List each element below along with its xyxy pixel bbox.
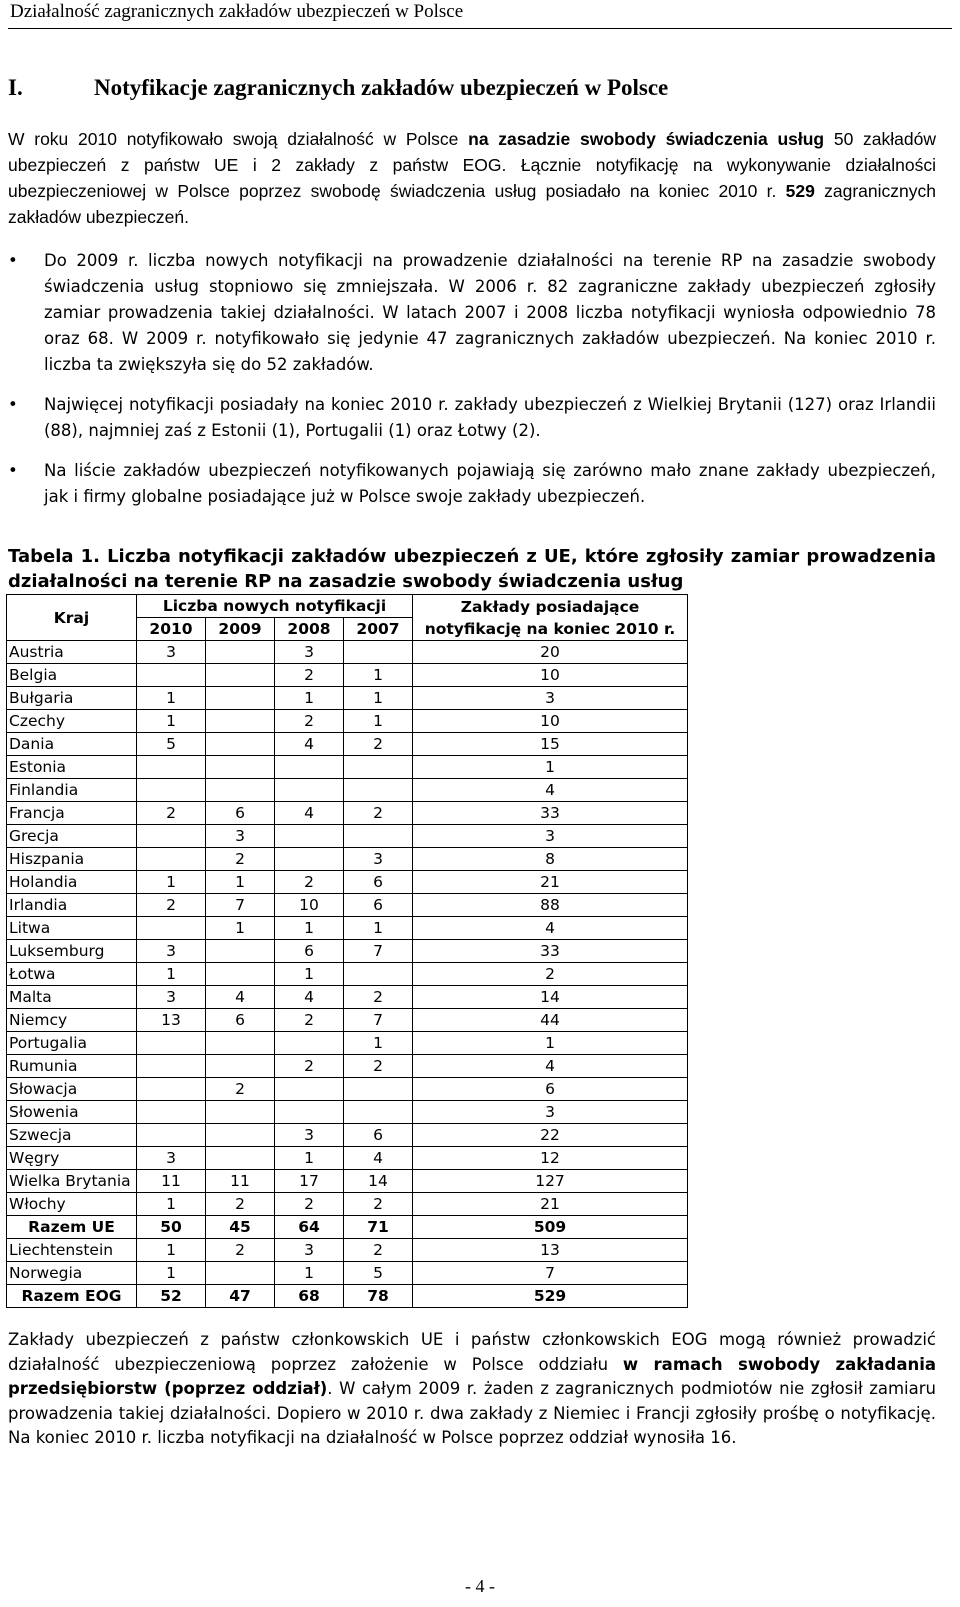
cell-value: 1 (275, 1147, 344, 1170)
cell-country: Łotwa (7, 963, 137, 986)
cell-total: 4 (413, 917, 688, 940)
cell-value (137, 1101, 206, 1124)
table-row (7, 871, 688, 894)
cell-value: 1 (344, 917, 413, 940)
cell-total: 22 (413, 1124, 688, 1147)
table-row (7, 963, 688, 986)
cell-value: 5 (137, 733, 206, 756)
table-row (7, 1078, 688, 1101)
cell-value: 11 (206, 1170, 275, 1193)
section-number: I. (8, 75, 23, 100)
cell-total: 15 (413, 733, 688, 756)
cell-value: 6 (275, 940, 344, 963)
table-row (7, 1193, 688, 1216)
table-row (7, 756, 688, 779)
cell-value (275, 1032, 344, 1055)
cell-value (137, 1124, 206, 1147)
cell-value: 50 (137, 1216, 206, 1239)
bullet-item (8, 458, 936, 510)
cell-value: 1 (137, 1239, 206, 1262)
cell-value: 6 (344, 871, 413, 894)
cell-value: 11 (137, 1170, 206, 1193)
cell-value: 64 (275, 1216, 344, 1239)
table-row (7, 825, 688, 848)
cell-value (137, 1078, 206, 1101)
cell-value (206, 687, 275, 710)
cell-country: Finlandia (7, 779, 137, 802)
cell-value (275, 779, 344, 802)
notifications-table (6, 594, 688, 1308)
running-header-title: Działalność zagranicznych zakładów ubezpieczeń w Polsce (10, 1, 464, 22)
cell-value (275, 848, 344, 871)
cell-value (206, 1032, 275, 1055)
cell-value: 2 (275, 1009, 344, 1032)
cell-value: 6 (344, 894, 413, 917)
table-row (7, 1124, 688, 1147)
intro-paragraph (8, 126, 936, 230)
table-row (7, 986, 688, 1009)
intro-text-bold-2: 529 (785, 181, 815, 201)
cell-value (344, 756, 413, 779)
cell-value: 78 (344, 1285, 413, 1308)
cell-country: Razem EOG (7, 1285, 137, 1308)
cell-value: 3 (137, 940, 206, 963)
cell-country: Hiszpania (7, 848, 137, 871)
cell-value: 1 (206, 917, 275, 940)
cell-value: 6 (206, 1009, 275, 1032)
cell-country: Słowacja (7, 1078, 137, 1101)
cell-value: 2 (206, 1239, 275, 1262)
closing-text-bold: w ramach swobody zakładania przedsiębiorstw (poprzez oddział) (8, 1354, 936, 1398)
bullet-icon: • (8, 395, 18, 414)
cell-value (275, 756, 344, 779)
cell-value: 2 (344, 1055, 413, 1078)
cell-country: Litwa (7, 917, 137, 940)
cell-value (206, 710, 275, 733)
cell-total: 529 (413, 1285, 688, 1308)
cell-value: 3 (137, 986, 206, 1009)
intro-text-2: 50 zakładów ubezpieczeń z państw UE i 2 zakłady z państw EOG. Łącznie notyfikację na wykonywanie działalności ubezpieczeniowej w Polsce poprzez swobodę świadczenia usług posiadało na koniec 2010 r. (8, 129, 936, 201)
cell-value (275, 1078, 344, 1101)
table-header-row (7, 595, 688, 618)
table-row (7, 1032, 688, 1055)
table-row (7, 1009, 688, 1032)
cell-value: 2 (275, 664, 344, 687)
cell-country: Czechy (7, 710, 137, 733)
cell-country: Słowenia (7, 1101, 137, 1124)
cell-value: 2 (344, 1193, 413, 1216)
cell-value: 47 (206, 1285, 275, 1308)
cell-value: 2 (275, 871, 344, 894)
cell-value: 10 (275, 894, 344, 917)
cell-total: 3 (413, 687, 688, 710)
cell-value: 3 (275, 641, 344, 664)
cell-value: 2 (137, 802, 206, 825)
cell-country: Bułgaria (7, 687, 137, 710)
cell-country: Węgry (7, 1147, 137, 1170)
closing-paragraph (8, 1328, 936, 1451)
cell-value (206, 1124, 275, 1147)
cell-value: 1 (275, 687, 344, 710)
cell-total: 2 (413, 963, 688, 986)
cell-country: Wielka Brytania (7, 1170, 137, 1193)
header-year: 2010 (137, 618, 206, 641)
cell-total: 33 (413, 802, 688, 825)
cell-value: 1 (206, 871, 275, 894)
cell-total: 21 (413, 1193, 688, 1216)
cell-value (344, 779, 413, 802)
cell-value: 68 (275, 1285, 344, 1308)
cell-total: 1 (413, 756, 688, 779)
table-row (7, 1170, 688, 1193)
table-row (7, 641, 688, 664)
cell-value: 1 (137, 963, 206, 986)
cell-total: 10 (413, 710, 688, 733)
table-row (7, 664, 688, 687)
cell-value: 13 (137, 1009, 206, 1032)
cell-value (137, 756, 206, 779)
intro-text-3: zagranicznych zakładów ubezpieczeń. (8, 181, 936, 227)
table-row (7, 848, 688, 871)
cell-value (275, 1101, 344, 1124)
cell-value: 2 (206, 848, 275, 871)
cell-value (206, 641, 275, 664)
cell-value (206, 1101, 275, 1124)
cell-country: Rumunia (7, 1055, 137, 1078)
cell-total: 88 (413, 894, 688, 917)
intro-text-1: W roku 2010 notyfikowało swoją działalność w Polsce (8, 129, 469, 149)
cell-value: 7 (344, 1009, 413, 1032)
cell-total: 3 (413, 825, 688, 848)
cell-value: 1 (137, 1193, 206, 1216)
header-year: 2009 (206, 618, 275, 641)
cell-total: 14 (413, 986, 688, 1009)
cell-total: 1 (413, 1032, 688, 1055)
cell-value: 4 (275, 986, 344, 1009)
cell-value: 6 (344, 1124, 413, 1147)
cell-value: 2 (275, 710, 344, 733)
table-row (7, 779, 688, 802)
cell-country: Niemcy (7, 1009, 137, 1032)
cell-total: 127 (413, 1170, 688, 1193)
header-country: Kraj (7, 595, 137, 641)
cell-country: Szwecja (7, 1124, 137, 1147)
cell-value: 45 (206, 1216, 275, 1239)
cell-value: 3 (206, 825, 275, 848)
cell-total: 3 (413, 1101, 688, 1124)
bullet-text: Najwięcej notyfikacji posiadały na koniec 2010 r. zakłady ubezpieczeń z Wielkiej Brytanii (127) oraz Irlandii (88), najmniej zaś z Estonii (1), Portugalii (1) oraz Łotwy (2). (44, 395, 936, 440)
cell-total: 7 (413, 1262, 688, 1285)
cell-total: 10 (413, 664, 688, 687)
cell-value: 3 (137, 641, 206, 664)
bullet-icon: • (8, 251, 18, 270)
table-total-row (7, 1216, 688, 1239)
cell-value: 4 (275, 802, 344, 825)
cell-value (206, 940, 275, 963)
page-number: - 4 - (465, 1576, 495, 1596)
cell-value: 1 (344, 687, 413, 710)
cell-value: 1 (137, 687, 206, 710)
table-row (7, 802, 688, 825)
cell-country: Norwegia (7, 1262, 137, 1285)
cell-value: 4 (206, 986, 275, 1009)
cell-value: 2 (206, 1078, 275, 1101)
cell-value (344, 1078, 413, 1101)
cell-value (137, 848, 206, 871)
cell-total: 20 (413, 641, 688, 664)
cell-value (206, 756, 275, 779)
cell-value: 1 (137, 1262, 206, 1285)
cell-country: Estonia (7, 756, 137, 779)
cell-country: Liechtenstein (7, 1239, 137, 1262)
cell-value: 52 (137, 1285, 206, 1308)
table-row (7, 733, 688, 756)
cell-value: 2 (275, 1055, 344, 1078)
cell-value: 3 (275, 1239, 344, 1262)
cell-value (206, 664, 275, 687)
bullet-icon: • (8, 461, 18, 480)
cell-total: 21 (413, 871, 688, 894)
header-total-notifications: Zakłady posiadające notyfikację na koniec 2010 r. (413, 595, 688, 641)
table-row (7, 940, 688, 963)
cell-value (206, 733, 275, 756)
table-row (7, 1147, 688, 1170)
table-row (7, 1055, 688, 1078)
cell-total: 8 (413, 848, 688, 871)
cell-country: Irlandia (7, 894, 137, 917)
cell-country: Malta (7, 986, 137, 1009)
cell-value: 7 (206, 894, 275, 917)
section-title: Notyfikacje zagranicznych zakładów ubezpieczeń w Polsce (94, 75, 669, 100)
cell-total: 509 (413, 1216, 688, 1239)
cell-value: 1 (275, 1262, 344, 1285)
bullet-text: Do 2009 r. liczba nowych notyfikacji na prowadzenie działalności na terenie RP na zasadzie swobody świadczenia usług stopniowo się zmniejszała. W 2006 r. 82 zagraniczne zakłady ubezpieczeń zgłosiły zamiar prowadzenia takiej działalności. W latach 2007 i 2008 liczba notyfikacji wyniosła odpowiednio 78 oraz 68. W 2009 r. notyfikowało się jedynie 47 zagranicznych zakładów ubezpieczeń. Na koniec 2010 r. liczba ta zwiększyła się do 52 zakładów. (44, 251, 936, 374)
cell-value (137, 1055, 206, 1078)
cell-value: 14 (344, 1170, 413, 1193)
cell-value (206, 1147, 275, 1170)
cell-value: 1 (275, 963, 344, 986)
cell-value: 3 (344, 848, 413, 871)
cell-value: 1 (137, 871, 206, 894)
table-row (7, 687, 688, 710)
table-row (7, 1262, 688, 1285)
table-row (7, 710, 688, 733)
cell-total: 33 (413, 940, 688, 963)
cell-value (344, 1101, 413, 1124)
cell-country: Luksemburg (7, 940, 137, 963)
cell-value (344, 825, 413, 848)
cell-country: Portugalia (7, 1032, 137, 1055)
cell-total: 13 (413, 1239, 688, 1262)
cell-value (137, 825, 206, 848)
cell-value: 1 (275, 917, 344, 940)
cell-value: 1 (344, 1032, 413, 1055)
table-body (7, 641, 688, 1308)
table-total-row (7, 1285, 688, 1308)
cell-value (344, 641, 413, 664)
cell-country: Dania (7, 733, 137, 756)
cell-value: 2 (137, 894, 206, 917)
cell-country: Holandia (7, 871, 137, 894)
cell-value: 7 (344, 940, 413, 963)
cell-value: 6 (206, 802, 275, 825)
cell-total: 12 (413, 1147, 688, 1170)
cell-total: 6 (413, 1078, 688, 1101)
cell-value (206, 779, 275, 802)
table-caption: Tabela 1. Liczba notyfikacji zakładów ubezpieczeń z UE, które zgłosiły zamiar prowadzenia działalności na terenie RP na zasadzie swobody świadczenia usług (8, 546, 936, 592)
cell-value: 2 (275, 1193, 344, 1216)
table-row (7, 1101, 688, 1124)
table-row (7, 894, 688, 917)
bullet-item (8, 392, 936, 444)
cell-value (137, 779, 206, 802)
cell-value: 2 (206, 1193, 275, 1216)
cell-value: 4 (275, 733, 344, 756)
cell-total: 4 (413, 1055, 688, 1078)
cell-value: 1 (344, 710, 413, 733)
closing-text-1: Zakłady ubezpieczeń z państw członkowskich UE i państw członkowskich EOG mogą również prowadzić działalność ubezpieczeniową poprzez założenie w Polsce oddziału (8, 1330, 936, 1374)
cell-value: 2 (344, 1239, 413, 1262)
cell-value (206, 1262, 275, 1285)
bullet-item (8, 248, 936, 378)
cell-total: 4 (413, 779, 688, 802)
cell-value (344, 963, 413, 986)
cell-value: 17 (275, 1170, 344, 1193)
header-year: 2007 (344, 618, 413, 641)
cell-value: 5 (344, 1262, 413, 1285)
cell-country: Belgia (7, 664, 137, 687)
cell-country: Grecja (7, 825, 137, 848)
bullet-list (8, 248, 936, 524)
cell-value (137, 1032, 206, 1055)
cell-value: 4 (344, 1147, 413, 1170)
cell-country: Austria (7, 641, 137, 664)
cell-country: Włochy (7, 1193, 137, 1216)
table-row (7, 1239, 688, 1262)
table-row (7, 917, 688, 940)
cell-value: 2 (344, 802, 413, 825)
cell-value (137, 664, 206, 687)
cell-country: Francja (7, 802, 137, 825)
intro-text-bold-1: na zasadzie swobody świadczenia usług (468, 129, 825, 149)
header-new-notifications: Liczba nowych notyfikacji (137, 595, 413, 618)
cell-value: 2 (344, 733, 413, 756)
cell-value (206, 1055, 275, 1078)
closing-text-2: . W całym 2009 r. żaden z zagranicznych podmiotów nie zgłosił zamiaru prowadzenia takiej działalności. Dopiero w 2010 r. dwa zakłady z Niemiec i Francji zgłosiły prośbę o notyfikację. Na koniec 2010 r. liczba notyfikacji na działalność w Polsce poprzez oddział wynosiła 16. (8, 1379, 936, 1447)
cell-value (206, 963, 275, 986)
cell-value: 1 (344, 664, 413, 687)
cell-total: 44 (413, 1009, 688, 1032)
header-year: 2008 (275, 618, 344, 641)
cell-value (275, 825, 344, 848)
bullet-text: Na liście zakładów ubezpieczeń notyfikowanych pojawiają się zarówno mało znane zakłady ubezpieczeń, jak i firmy globalne posiadające już w Polsce swoje zakłady ubezpieczeń. (44, 461, 936, 506)
cell-value: 3 (137, 1147, 206, 1170)
cell-value: 71 (344, 1216, 413, 1239)
running-header (8, 0, 952, 29)
cell-value: 1 (137, 710, 206, 733)
cell-value: 2 (344, 986, 413, 1009)
cell-country: Razem UE (7, 1216, 137, 1239)
cell-value: 3 (275, 1124, 344, 1147)
cell-value (137, 917, 206, 940)
